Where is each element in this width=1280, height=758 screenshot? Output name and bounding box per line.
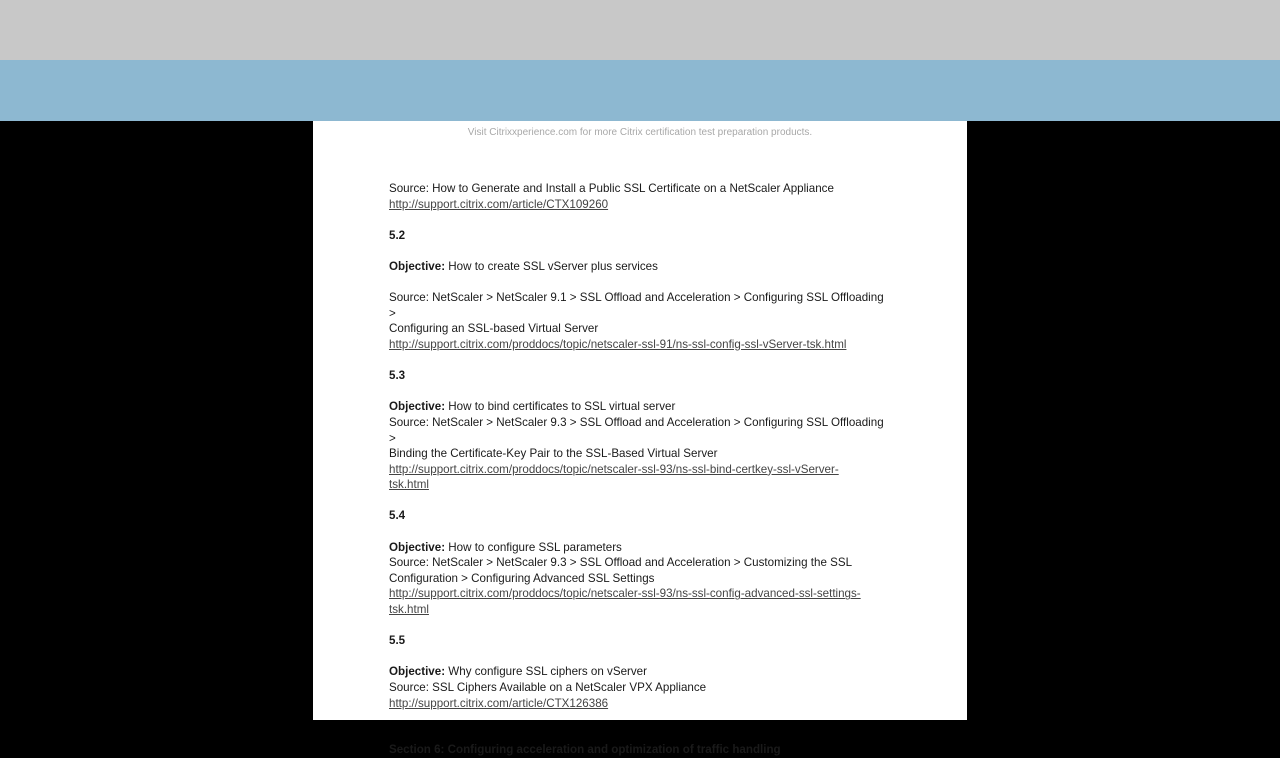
source-link[interactable]: http://support.citrix.com/proddocs/topic/netscaler-ssl-93/ns-ssl-config-advanced-ssl-settings- xyxy=(389,587,861,601)
page-watermark: Visit Citrixxperience.com for more Citrix certification test preparation products. xyxy=(467,127,813,138)
document-body xyxy=(389,181,889,758)
header-band xyxy=(0,60,1280,121)
objective-label: Objective: xyxy=(389,400,446,414)
objective-label: Objective: xyxy=(389,259,446,273)
source-line-cont: Configuring an SSL-based Virtual Server xyxy=(389,322,599,336)
source-link[interactable]: http://support.citrix.com/proddocs/topic/netscaler-ssl-93/ns-ssl-bind-certkey-ssl-vServer- xyxy=(389,462,839,476)
document-page[interactable] xyxy=(313,121,967,757)
objective-line xyxy=(389,540,889,556)
item-number: 5.5 xyxy=(389,634,406,648)
top-toolbar-bar xyxy=(0,0,1280,60)
objective-line xyxy=(389,664,889,680)
objective-text: How to configure SSL parameters xyxy=(448,540,622,554)
item-number: 5.3 xyxy=(389,369,406,383)
source-line: Source: NetScaler > NetScaler 9.1 > SSL Offload and Acceleration > Configuring SSL Offloading > xyxy=(389,291,884,320)
item-number: 5.2 xyxy=(389,228,406,242)
objective-line xyxy=(389,259,889,275)
source-line: Source: NetScaler > NetScaler 9.3 > SSL Offload and Acceleration > Customizing the SSL xyxy=(389,556,853,570)
source-line-cont: Configuration > Configuring Advanced SSL Settings xyxy=(389,571,655,585)
objective-text: How to create SSL vServer plus services xyxy=(448,259,658,273)
source-line: Source: NetScaler > NetScaler 9.3 > SSL Offload and Acceleration > Configuring SSL Offloading > xyxy=(389,415,884,445)
objective-line xyxy=(389,399,889,415)
source-line: Source: How to Generate and Install a Public SSL Certificate on a NetScaler Appliance xyxy=(389,182,834,195)
source-link-cont[interactable]: tsk.html xyxy=(389,603,429,617)
objective-label: Objective: xyxy=(389,665,446,679)
item-number: 5.4 xyxy=(389,509,406,523)
source-link-cont[interactable]: tsk.html xyxy=(389,478,429,492)
objective-label: Objective: xyxy=(389,540,446,554)
source-link[interactable]: http://support.citrix.com/article/CTX126386 xyxy=(389,696,609,710)
source-line: Source: SSL Ciphers Available on a NetScaler VPX Appliance xyxy=(389,681,707,694)
section-heading: Section 6: Configuring acceleration and optimization of traffic handling xyxy=(389,743,781,757)
source-line-cont: Binding the Certificate-Key Pair to the SSL-Based Virtual Server xyxy=(389,447,718,461)
objective-text: Why configure SSL ciphers on vServer xyxy=(448,665,647,679)
source-link[interactable]: http://support.citrix.com/article/CTX109260 xyxy=(389,197,609,211)
source-link[interactable]: http://support.citrix.com/proddocs/topic/netscaler-ssl-91/ns-ssl-config-ssl-vServer-tsk.html xyxy=(389,337,847,351)
objective-text: How to bind certificates to SSL virtual server xyxy=(448,400,676,414)
